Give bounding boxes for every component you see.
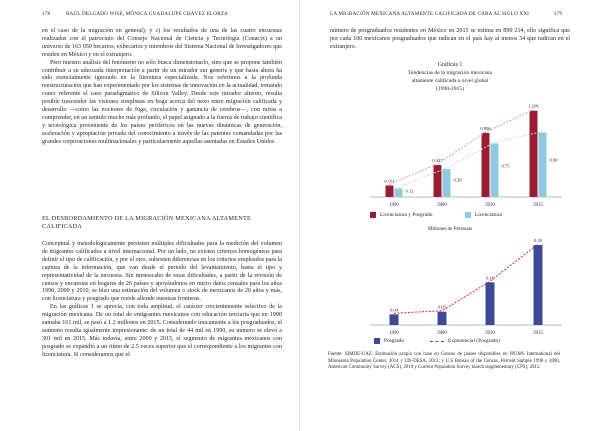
chart1-tick-1990: 1990 xyxy=(389,203,399,208)
chart1-tick-2015: 2015 xyxy=(533,203,543,208)
chart1-tick-2010: 2010 xyxy=(485,203,495,208)
chart-title-line-1: Tendencias de la migración mexicana xyxy=(407,70,493,76)
left-paragraph-3: Conceptual y metodológicamente persisten múltiples dificultades para la medición del volumen de migrantes calificados a nivel internacional. Por un lado, no existen criterios homogéneos para definir el tipo de calificación, y por el otro, subsisten diferencias en los criterios empleados para la captura de la información, que van desde el periodo del levantamiento, hasta el tipo y representatividad de la encuesta. Sin menoscabo de estas dificultades, a partir de la revisión de censos y encuestas en hogares de 26 países y apoyándonos en micro datos censales para los años 1990, 2000 y 2010, se hizo una estimación del volumen o stock de mexicanos de 20 años y más, con licenciatura y posgrado que reside allende nuestras fronteras. xyxy=(42,241,282,303)
left-paragraph-2: Pero nuestro análisis del fenómeno no sólo busca dimensionarlo, sino que se propone también contribuir a su adecuada interpretación a partir de un mirador sui generis y que hasta ahora ha sido esencialmente ignorado en la literatura especializada. Nos referimos a la profunda reestructuración que han experimentado por los sistemas de innovación en la actualidad, tomando como referente el caso paradigmático de Silicon Valley. Desde este mirador alterno, resulta posible trascender las visiones simplistas en boga acerca del nexo entre migración calificada y desarrollo —como las nociones de fuga, circulación y ganancia de cerebros—, con miras a comprender, en un sentido mucho más profundo, el papel asignado a la fuerza de trabajo científica y tecnológica proveniente de los países periféricos en las nuevas dinámicas de generación, aceleración y apropiación privada del conocimiento a través de las patentes comandadas por las grandes corporaciones multinacionales y particularmente aquellas asentadas en Estados Unidos. xyxy=(42,59,282,145)
chart1-bar-total-2000 xyxy=(434,165,442,197)
right-running-head: LA MIGRACIÓN MEXICANA ALTAMENTE CALIFICADA DE CARA AL SIGLO XXI xyxy=(330,11,529,17)
legend-label-licenciatura: Licenciatura xyxy=(475,212,502,218)
chart1-bar-licenciatura-2000 xyxy=(443,169,451,197)
chart-title-line-3: (1990-2015) xyxy=(436,86,464,92)
chart2-bar-posgrado-2015 xyxy=(534,245,543,325)
chart2-bar-posgrado-2010 xyxy=(486,282,495,325)
left-body-top xyxy=(42,28,282,147)
chart2-bar-posgrado-2000 xyxy=(438,312,447,325)
chart2-tick-2015: 2015 xyxy=(533,331,543,336)
legend-label-total: Licenciatura y Posgrado xyxy=(380,212,433,218)
chart-2 xyxy=(300,233,600,338)
chart1-tick-2000: 2000 xyxy=(437,203,447,208)
chart2-tick-1990: 1990 xyxy=(389,331,399,336)
left-page-number: 178 xyxy=(42,11,51,17)
chart2-legend-exp xyxy=(430,338,500,344)
legend-swatch-licenciatura xyxy=(465,212,471,218)
left-paragraph-1: en el caso de la migración en general), y c) los resultados de una de las cuatro encuestas realizadas con el patrocinio del Consejo Nacional de Ciencia y Tecnología (Conacyt) a un universo de 163 050 becarios, exbecarios y miembros del Sistema Nacional de Investigadores que residen en México y en el extranjero. xyxy=(42,28,282,58)
chart2-tick-2010: 2010 xyxy=(485,331,495,336)
chart2-legend-posgrado xyxy=(374,338,404,344)
chart2-bar-posgrado-1990 xyxy=(390,314,399,325)
chart1-label-total-2015: 1.206 xyxy=(528,103,539,109)
chart2-trend-exponential xyxy=(394,244,538,313)
chart1-label-licenciatura-1990: 0.12 xyxy=(405,188,414,194)
legend-label-exponential: Exponencial (Posgrado) xyxy=(448,338,500,344)
chart1-trend-total xyxy=(390,110,534,185)
chart2-label-posgrado-2015: 0.30 xyxy=(533,238,543,243)
chart-caption: Gráficas 1 xyxy=(437,62,463,68)
chart-source: Fuente: SIMDE-UAZ. Estimación propia con base en Censos de países disponibles en IPUMS International del Minnesota Population Center, 2014 y UN-DESA, 2013; y U.S Bureau of the Census, Percent Sample 1990 y 2000, American Community Survey (ACS), 2010 y Current Population Survey march supplementary (CPS), 2015. xyxy=(328,352,560,370)
chart2-label-posgrado-2000: 0.05 xyxy=(437,304,447,310)
section-title: EL DESBORDAMIENTO DE LA MIGRACIÓN MEXICANA ALTAMENTE CALIFICADA xyxy=(42,215,252,230)
legend-swatch-total xyxy=(370,212,376,218)
right-page-number: 179 xyxy=(554,11,563,17)
legend-swatch-posgrado xyxy=(374,338,380,344)
chart2-label-posgrado-1990: 0.04 xyxy=(389,307,399,313)
chart1-label-licenciatura-2010: 0.75 xyxy=(501,163,510,169)
left-body-bottom xyxy=(42,241,282,360)
chart1-bar-licenciatura-1990 xyxy=(395,188,403,197)
right-page xyxy=(300,0,600,431)
chart1-bar-total-2015 xyxy=(530,111,538,197)
chart1-label-total-2010: 0.896 xyxy=(480,125,491,131)
chart1-bar-licenciatura-2010 xyxy=(491,143,499,197)
chart1-legend-total xyxy=(370,212,432,218)
chart-1 xyxy=(300,100,600,212)
chart1-trend-licenciatura xyxy=(399,132,543,188)
chart1-label-licenciatura-2000: 0.39 xyxy=(453,177,462,183)
chart1-bar-total-2010 xyxy=(482,133,490,197)
chart1-legend-lic xyxy=(465,212,502,218)
chart1-label-total-1990: 0.161 xyxy=(384,178,395,184)
chart2-unit-label: Millones de Personas xyxy=(427,226,473,232)
chart1-bar-licenciatura-2015 xyxy=(539,133,547,197)
chart-title-line-2: altamente calificada a nivel global xyxy=(411,78,489,84)
chart1-bar-total-1990 xyxy=(386,185,394,197)
right-paragraph-1: número de posgraduados residentes en México en 2015 se estima en 890 214, ello significa que por cada 100 mexicanos posgraduados que radican en el país hay al menos 34 que radican en el extranjero. xyxy=(330,28,570,50)
legend-label-posgrado: Posgrado xyxy=(384,338,405,344)
chart2-tick-2000: 2000 xyxy=(437,331,447,336)
legend-swatch-exponential xyxy=(430,341,444,342)
left-running-head: RAÚL DELGADO WISE, MÓNICA GUADALUPE CHÁVEZ ELORZA xyxy=(66,11,228,17)
chart2-label-posgrado-2010: 0.16 xyxy=(485,275,495,281)
chart1-label-licenciatura-2015: 0.90 xyxy=(549,157,558,163)
chart1-label-total-2000: 0.447 xyxy=(432,158,443,164)
left-paragraph-4: En las gráficas 1 se aprecia, con toda amplitud, el carácter crecientemente selectivo de la migración mexicana. De un total de emigrantes mexicanos con educación terciaria que en 1990 sumaba 161 mil, se pasó a 1.2 millones en 2015. Considerando únicamente a los posgraduados, el aumento resulta igualmente impresionante: de un total de 44 mil en 1990, su número se elevó a 301 mil en 2015. Más todavía, entre 2000 y 2015, el segmento de migrantes mexicanos con posgrado se expandió a un ritmo de 2.5 veces superior que el correspondiente a los migrantes con licenciatura. Si consideramos que el xyxy=(42,304,282,358)
